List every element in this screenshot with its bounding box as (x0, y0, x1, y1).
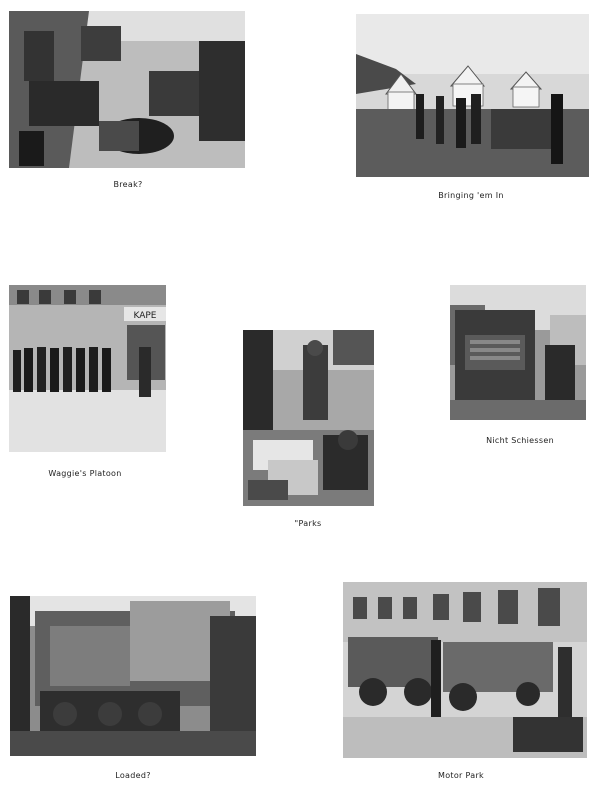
photo-loaded (10, 596, 256, 756)
photo-bringing-image (356, 14, 589, 177)
photo-parks-image (243, 330, 374, 506)
caption-parks: "Parks (294, 519, 322, 528)
photo-break-image (9, 11, 245, 168)
caption-waggie: Waggie's Platoon (48, 469, 122, 478)
photo-motor (343, 582, 587, 758)
photo-waggie (9, 285, 166, 452)
photo-motor-image (343, 582, 587, 758)
photo-nicht (450, 285, 586, 420)
storefront-sign: KAPE (133, 311, 157, 321)
caption-loaded: Loaded? (115, 771, 151, 780)
photo-loaded-image (10, 596, 256, 756)
caption-motor: Motor Park (438, 771, 484, 780)
photo-bringing (356, 14, 589, 177)
photo-parks (243, 330, 374, 506)
photo-break (9, 11, 245, 168)
caption-break: Break? (113, 180, 143, 189)
caption-nicht: Nicht Schiessen (486, 436, 554, 445)
caption-bringing: Bringing 'em In (438, 191, 504, 200)
photo-nicht-image (450, 285, 586, 420)
photo-waggie-image (9, 285, 166, 452)
